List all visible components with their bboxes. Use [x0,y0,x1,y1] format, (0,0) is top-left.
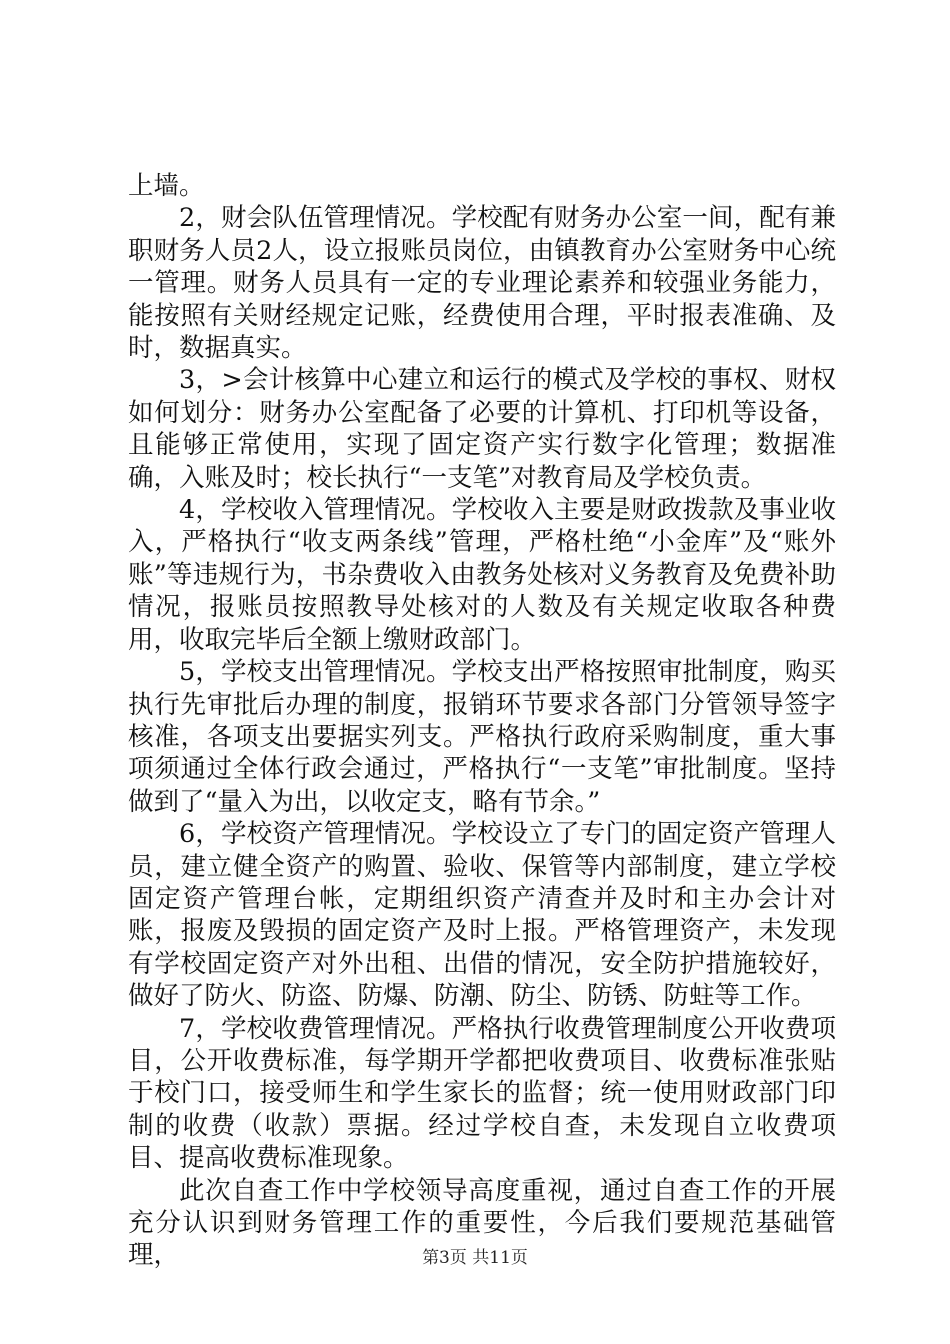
paragraph-continuation: 上墙。 [128,171,205,201]
paragraph-expense-management: 5，学校支出管理情况。学校支出严格按照审批制度，购买执行先审批后办理的制度，报销环节要求各部门分管领导签字核准，各项支出要据实列支。严格执行政府采购制度，重大事项须通过全体行政会通过，严格执行“一支笔”审批制度。坚持做到了“量入为出，以收定支，略有节余。” [128,657,836,817]
paragraph-accounting-center: 3，>会计核算中心建立和运行的模式及学校的事权、财权如何划分：财务办公室配备了必要的计算机、打印机等设备，且能够正常使用，实现了固定资产实行数字化管理；数据准确，入账及时；校长执行“一支笔”对教育局及学校负责。 [128,365,836,493]
paragraph-fee-management: 7，学校收费管理情况。严格执行收费管理制度公开收费项目，公开收费标准，每学期开学都把收费项目、收费标准张贴于校门口，接受师生和学生家长的监督；统一使用财政部门印制的收费（收款）票据。经过学校自查，未发现自立收费项目、提高收费标准现象。 [128,1013,836,1174]
paragraph-conclusion: 此次自查工作中学校领导高度重视，通过自查工作的开展充分认识到财务管理工作的重要性，今后我们要规范基础管理， [128,1175,836,1271]
document-body [128,170,836,1272]
paragraph-finance-staff: 2，财会队伍管理情况。学校配有财务办公室一间，配有兼职财务人员2人，设立报账员岗位，由镇教育办公室财务中心统一管理。财务人员具有一定的专业理论素养和较强业务能力，能按照有关财经规定记账，经费使用合理，平时报表准确、及时，数据真实。 [128,203,836,364]
paragraph-asset-management: 6，学校资产管理情况。学校设立了专门的固定资产管理人员，建立健全资产的购置、验收、保管等内部制度，建立学校固定资产管理台帐，定期组织资产清查并及时和主办会计对账，报废及毁损的固定资产及时上报。严格管理资产，未发现有学校固定资产对外出租、出借的情况，安全防护措施较好，做好了防火、防盗、防爆、防潮、防尘、防锈、防蛀等工作。 [128,819,836,1012]
paragraph-income-management: 4，学校收入管理情况。学校收入主要是财政拨款及事业收入，严格执行“收支两条线”管理，严格杜绝“小金库”及“账外账”等违规行为，书杂费收入由教务处核对义务教育及免费补助情况，报账员按照教导处核对的人数及有关规定收取各种费用，收取完毕后全额上缴财政部门。 [128,495,836,655]
page-number-footer: 第3页 共11页 [422,1248,528,1268]
